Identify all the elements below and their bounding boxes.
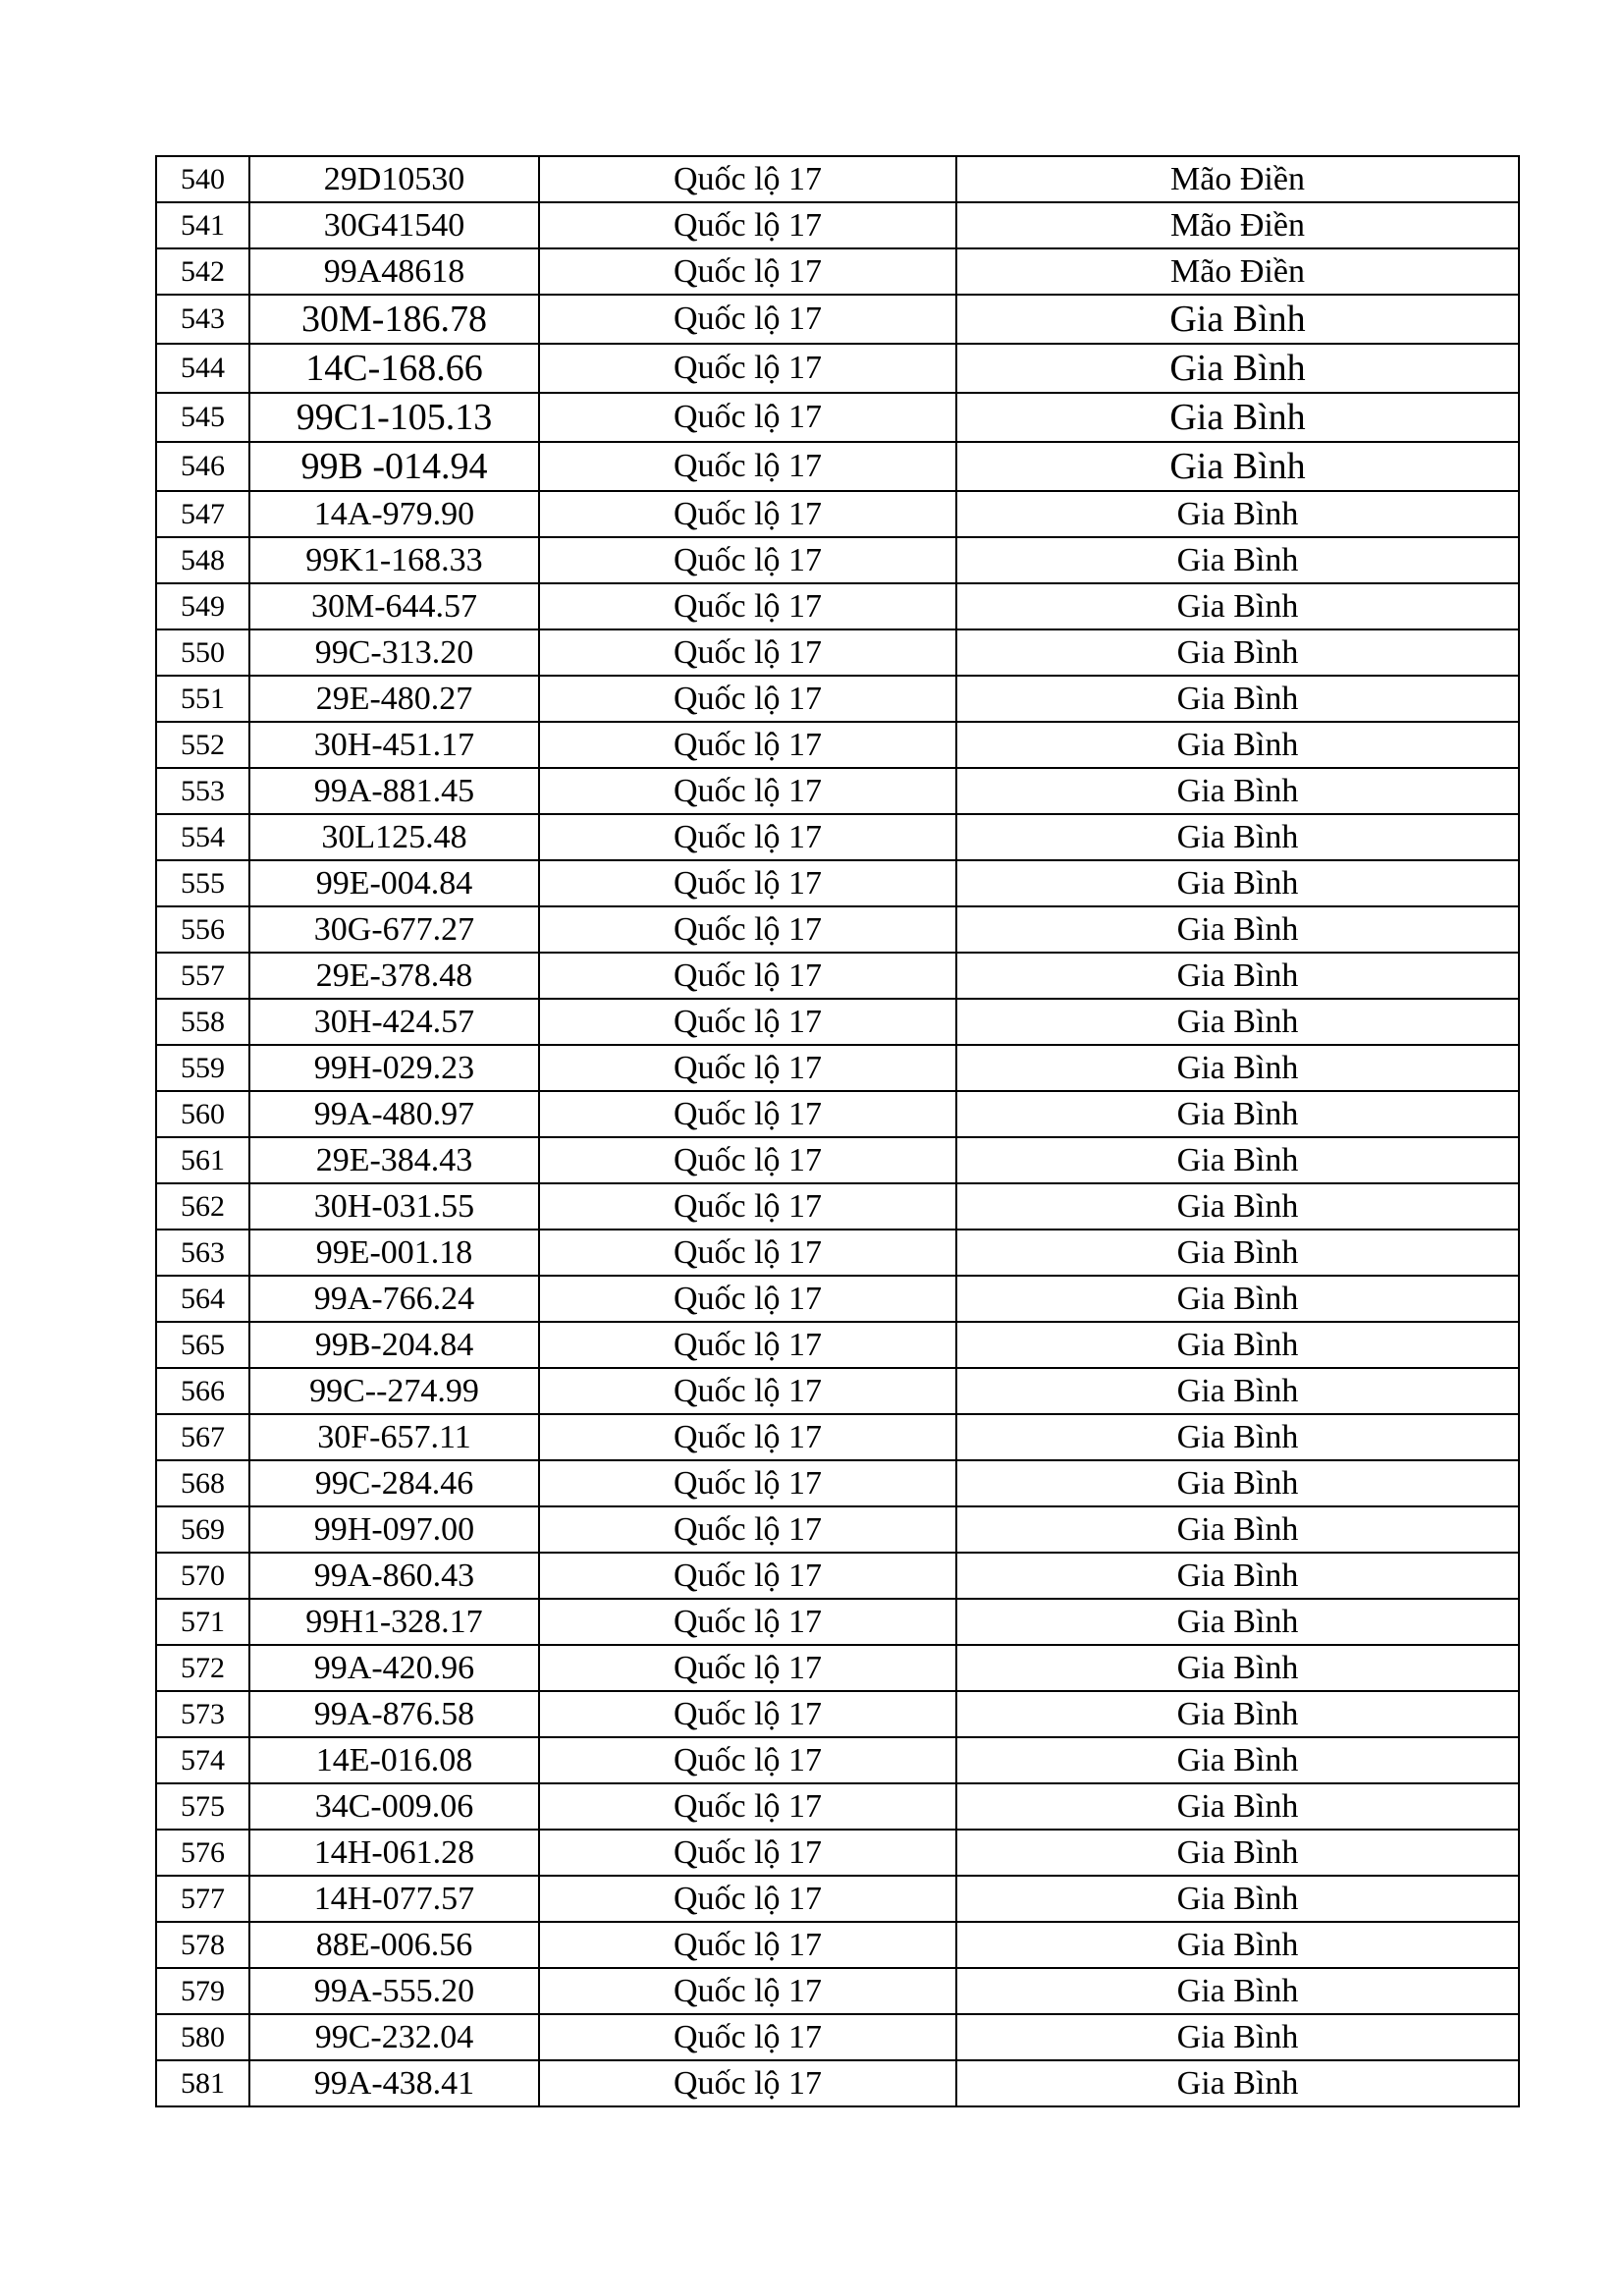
road-cell: Quốc lộ 17 bbox=[539, 1645, 956, 1691]
stt-cell: 549 bbox=[156, 583, 249, 629]
place-cell: Gia Bình bbox=[956, 1506, 1519, 1553]
table-row bbox=[156, 344, 1519, 393]
place-cell: Gia Bình bbox=[956, 1737, 1519, 1783]
place-cell: Gia Bình bbox=[956, 1183, 1519, 1230]
plate-cell: 34C-009.06 bbox=[249, 1783, 539, 1830]
plate-cell: 30G41540 bbox=[249, 202, 539, 248]
road-cell: Quốc lộ 17 bbox=[539, 344, 956, 393]
stt-cell: 551 bbox=[156, 676, 249, 722]
stt-cell: 557 bbox=[156, 953, 249, 999]
road-cell: Quốc lộ 17 bbox=[539, 1322, 956, 1368]
table-row bbox=[156, 1599, 1519, 1645]
road-cell: Quốc lộ 17 bbox=[539, 1783, 956, 1830]
plate-cell: 99A-881.45 bbox=[249, 768, 539, 814]
road-cell: Quốc lộ 17 bbox=[539, 1276, 956, 1322]
plate-cell: 30H-424.57 bbox=[249, 999, 539, 1045]
place-cell: Gia Bình bbox=[956, 1691, 1519, 1737]
road-cell: Quốc lộ 17 bbox=[539, 722, 956, 768]
road-cell: Quốc lộ 17 bbox=[539, 156, 956, 202]
table-row bbox=[156, 1368, 1519, 1414]
table-row bbox=[156, 295, 1519, 344]
plate-cell: 29E-480.27 bbox=[249, 676, 539, 722]
plate-cell: 99E-004.84 bbox=[249, 860, 539, 906]
road-cell: Quốc lộ 17 bbox=[539, 2014, 956, 2060]
table-row bbox=[156, 814, 1519, 860]
road-cell: Quốc lộ 17 bbox=[539, 1737, 956, 1783]
table-row bbox=[156, 1460, 1519, 1506]
place-cell: Gia Bình bbox=[956, 1968, 1519, 2014]
plate-cell: 14E-016.08 bbox=[249, 1737, 539, 1783]
table-row bbox=[156, 676, 1519, 722]
road-cell: Quốc lộ 17 bbox=[539, 906, 956, 953]
place-cell: Gia Bình bbox=[956, 676, 1519, 722]
table-row bbox=[156, 1968, 1519, 2014]
table-row bbox=[156, 906, 1519, 953]
table-row bbox=[156, 1091, 1519, 1137]
table-row bbox=[156, 1876, 1519, 1922]
plate-cell: 30L125.48 bbox=[249, 814, 539, 860]
place-cell: Gia Bình bbox=[956, 1091, 1519, 1137]
road-cell: Quốc lộ 17 bbox=[539, 1968, 956, 2014]
vehicle-table bbox=[155, 155, 1520, 2107]
road-cell: Quốc lộ 17 bbox=[539, 1599, 956, 1645]
road-cell: Quốc lộ 17 bbox=[539, 393, 956, 442]
road-cell: Quốc lộ 17 bbox=[539, 2060, 956, 2106]
place-cell: Mão Điền bbox=[956, 202, 1519, 248]
stt-cell: 566 bbox=[156, 1368, 249, 1414]
road-cell: Quốc lộ 17 bbox=[539, 583, 956, 629]
table-row bbox=[156, 999, 1519, 1045]
place-cell: Gia Bình bbox=[956, 1414, 1519, 1460]
table-row bbox=[156, 768, 1519, 814]
stt-cell: 548 bbox=[156, 537, 249, 583]
table-row bbox=[156, 1137, 1519, 1183]
stt-cell: 553 bbox=[156, 768, 249, 814]
place-cell: Gia Bình bbox=[956, 1922, 1519, 1968]
place-cell: Gia Bình bbox=[956, 1553, 1519, 1599]
stt-cell: 568 bbox=[156, 1460, 249, 1506]
stt-cell: 550 bbox=[156, 629, 249, 676]
place-cell: Gia Bình bbox=[956, 537, 1519, 583]
place-cell: Gia Bình bbox=[956, 999, 1519, 1045]
road-cell: Quốc lộ 17 bbox=[539, 999, 956, 1045]
road-cell: Quốc lộ 17 bbox=[539, 1045, 956, 1091]
road-cell: Quốc lộ 17 bbox=[539, 1183, 956, 1230]
table-row bbox=[156, 1737, 1519, 1783]
plate-cell: 30H-451.17 bbox=[249, 722, 539, 768]
road-cell: Quốc lộ 17 bbox=[539, 629, 956, 676]
plate-cell: 99C1-105.13 bbox=[249, 393, 539, 442]
place-cell: Gia Bình bbox=[956, 906, 1519, 953]
plate-cell: 30M-644.57 bbox=[249, 583, 539, 629]
place-cell: Mão Điền bbox=[956, 248, 1519, 295]
table-row bbox=[156, 202, 1519, 248]
table-body bbox=[156, 156, 1519, 2106]
place-cell: Gia Bình bbox=[956, 2014, 1519, 2060]
stt-cell: 573 bbox=[156, 1691, 249, 1737]
plate-cell: 30F-657.11 bbox=[249, 1414, 539, 1460]
road-cell: Quốc lộ 17 bbox=[539, 1091, 956, 1137]
table-row bbox=[156, 537, 1519, 583]
road-cell: Quốc lộ 17 bbox=[539, 1230, 956, 1276]
road-cell: Quốc lộ 17 bbox=[539, 1137, 956, 1183]
stt-cell: 567 bbox=[156, 1414, 249, 1460]
road-cell: Quốc lộ 17 bbox=[539, 295, 956, 344]
place-cell: Gia Bình bbox=[956, 2060, 1519, 2106]
stt-cell: 571 bbox=[156, 1599, 249, 1645]
place-cell: Gia Bình bbox=[956, 860, 1519, 906]
place-cell: Gia Bình bbox=[956, 583, 1519, 629]
place-cell: Gia Bình bbox=[956, 629, 1519, 676]
stt-cell: 543 bbox=[156, 295, 249, 344]
table-row bbox=[156, 1922, 1519, 1968]
road-cell: Quốc lộ 17 bbox=[539, 537, 956, 583]
table-row bbox=[156, 722, 1519, 768]
road-cell: Quốc lộ 17 bbox=[539, 1368, 956, 1414]
road-cell: Quốc lộ 17 bbox=[539, 442, 956, 491]
plate-cell: 99A-860.43 bbox=[249, 1553, 539, 1599]
table-row bbox=[156, 860, 1519, 906]
plate-cell: 14H-077.57 bbox=[249, 1876, 539, 1922]
stt-cell: 556 bbox=[156, 906, 249, 953]
place-cell: Mão Điền bbox=[956, 156, 1519, 202]
road-cell: Quốc lộ 17 bbox=[539, 1876, 956, 1922]
stt-cell: 578 bbox=[156, 1922, 249, 1968]
plate-cell: 99A-438.41 bbox=[249, 2060, 539, 2106]
stt-cell: 569 bbox=[156, 1506, 249, 1553]
plate-cell: 99A-420.96 bbox=[249, 1645, 539, 1691]
plate-cell: 99H-097.00 bbox=[249, 1506, 539, 1553]
place-cell: Gia Bình bbox=[956, 1783, 1519, 1830]
table-row bbox=[156, 1276, 1519, 1322]
table-row bbox=[156, 1691, 1519, 1737]
stt-cell: 565 bbox=[156, 1322, 249, 1368]
plate-cell: 99B-204.84 bbox=[249, 1322, 539, 1368]
road-cell: Quốc lộ 17 bbox=[539, 860, 956, 906]
stt-cell: 555 bbox=[156, 860, 249, 906]
place-cell: Gia Bình bbox=[956, 768, 1519, 814]
stt-cell: 579 bbox=[156, 1968, 249, 2014]
plate-cell: 99H-029.23 bbox=[249, 1045, 539, 1091]
table-row bbox=[156, 1645, 1519, 1691]
stt-cell: 563 bbox=[156, 1230, 249, 1276]
plate-cell: 14C-168.66 bbox=[249, 344, 539, 393]
table-row bbox=[156, 2060, 1519, 2106]
plate-cell: 29E-378.48 bbox=[249, 953, 539, 999]
stt-cell: 552 bbox=[156, 722, 249, 768]
table-row bbox=[156, 442, 1519, 491]
stt-cell: 576 bbox=[156, 1830, 249, 1876]
place-cell: Gia Bình bbox=[956, 1876, 1519, 1922]
table-row bbox=[156, 629, 1519, 676]
place-cell: Gia Bình bbox=[956, 344, 1519, 393]
place-cell: Gia Bình bbox=[956, 1322, 1519, 1368]
stt-cell: 574 bbox=[156, 1737, 249, 1783]
road-cell: Quốc lộ 17 bbox=[539, 1691, 956, 1737]
road-cell: Quốc lộ 17 bbox=[539, 953, 956, 999]
place-cell: Gia Bình bbox=[956, 1137, 1519, 1183]
place-cell: Gia Bình bbox=[956, 1045, 1519, 1091]
stt-cell: 572 bbox=[156, 1645, 249, 1691]
plate-cell: 99A-876.58 bbox=[249, 1691, 539, 1737]
stt-cell: 581 bbox=[156, 2060, 249, 2106]
place-cell: Gia Bình bbox=[956, 1230, 1519, 1276]
stt-cell: 564 bbox=[156, 1276, 249, 1322]
stt-cell: 542 bbox=[156, 248, 249, 295]
road-cell: Quốc lộ 17 bbox=[539, 1414, 956, 1460]
table-row bbox=[156, 491, 1519, 537]
plate-cell: 14A-979.90 bbox=[249, 491, 539, 537]
plate-cell: 99H1-328.17 bbox=[249, 1599, 539, 1645]
stt-cell: 558 bbox=[156, 999, 249, 1045]
stt-cell: 541 bbox=[156, 202, 249, 248]
stt-cell: 554 bbox=[156, 814, 249, 860]
table-row bbox=[156, 1183, 1519, 1230]
place-cell: Gia Bình bbox=[956, 442, 1519, 491]
plate-cell: 30G-677.27 bbox=[249, 906, 539, 953]
plate-cell: 99A48618 bbox=[249, 248, 539, 295]
road-cell: Quốc lộ 17 bbox=[539, 1830, 956, 1876]
table-row bbox=[156, 1322, 1519, 1368]
stt-cell: 577 bbox=[156, 1876, 249, 1922]
plate-cell: 88E-006.56 bbox=[249, 1922, 539, 1968]
table-row bbox=[156, 1553, 1519, 1599]
table-row bbox=[156, 1783, 1519, 1830]
place-cell: Gia Bình bbox=[956, 1599, 1519, 1645]
place-cell: Gia Bình bbox=[956, 393, 1519, 442]
plate-cell: 99C-284.46 bbox=[249, 1460, 539, 1506]
stt-cell: 540 bbox=[156, 156, 249, 202]
place-cell: Gia Bình bbox=[956, 722, 1519, 768]
table-row bbox=[156, 393, 1519, 442]
table-row bbox=[156, 156, 1519, 202]
plate-cell: 99C-232.04 bbox=[249, 2014, 539, 2060]
plate-cell: 99A-555.20 bbox=[249, 1968, 539, 2014]
table-row bbox=[156, 583, 1519, 629]
plate-cell: 99E-001.18 bbox=[249, 1230, 539, 1276]
plate-cell: 14H-061.28 bbox=[249, 1830, 539, 1876]
stt-cell: 544 bbox=[156, 344, 249, 393]
plate-cell: 30H-031.55 bbox=[249, 1183, 539, 1230]
table-row bbox=[156, 953, 1519, 999]
road-cell: Quốc lộ 17 bbox=[539, 768, 956, 814]
plate-cell: 99C-313.20 bbox=[249, 629, 539, 676]
road-cell: Quốc lộ 17 bbox=[539, 491, 956, 537]
stt-cell: 560 bbox=[156, 1091, 249, 1137]
plate-cell: 99A-766.24 bbox=[249, 1276, 539, 1322]
table-row bbox=[156, 1414, 1519, 1460]
place-cell: Gia Bình bbox=[956, 814, 1519, 860]
table-row bbox=[156, 2014, 1519, 2060]
road-cell: Quốc lộ 17 bbox=[539, 1922, 956, 1968]
plate-cell: 99B -014.94 bbox=[249, 442, 539, 491]
plate-cell: 29D10530 bbox=[249, 156, 539, 202]
stt-cell: 545 bbox=[156, 393, 249, 442]
plate-cell: 99C--274.99 bbox=[249, 1368, 539, 1414]
road-cell: Quốc lộ 17 bbox=[539, 248, 956, 295]
table-row bbox=[156, 1830, 1519, 1876]
place-cell: Gia Bình bbox=[956, 1645, 1519, 1691]
stt-cell: 580 bbox=[156, 2014, 249, 2060]
stt-cell: 570 bbox=[156, 1553, 249, 1599]
road-cell: Quốc lộ 17 bbox=[539, 1506, 956, 1553]
table-row bbox=[156, 1506, 1519, 1553]
stt-cell: 575 bbox=[156, 1783, 249, 1830]
plate-cell: 99A-480.97 bbox=[249, 1091, 539, 1137]
table-row bbox=[156, 1230, 1519, 1276]
place-cell: Gia Bình bbox=[956, 953, 1519, 999]
place-cell: Gia Bình bbox=[956, 1830, 1519, 1876]
road-cell: Quốc lộ 17 bbox=[539, 1460, 956, 1506]
place-cell: Gia Bình bbox=[956, 1460, 1519, 1506]
stt-cell: 546 bbox=[156, 442, 249, 491]
stt-cell: 561 bbox=[156, 1137, 249, 1183]
place-cell: Gia Bình bbox=[956, 491, 1519, 537]
stt-cell: 547 bbox=[156, 491, 249, 537]
table-row bbox=[156, 1045, 1519, 1091]
stt-cell: 559 bbox=[156, 1045, 249, 1091]
stt-cell: 562 bbox=[156, 1183, 249, 1230]
place-cell: Gia Bình bbox=[956, 1368, 1519, 1414]
plate-cell: 29E-384.43 bbox=[249, 1137, 539, 1183]
place-cell: Gia Bình bbox=[956, 1276, 1519, 1322]
place-cell: Gia Bình bbox=[956, 295, 1519, 344]
road-cell: Quốc lộ 17 bbox=[539, 814, 956, 860]
road-cell: Quốc lộ 17 bbox=[539, 202, 956, 248]
plate-cell: 30M-186.78 bbox=[249, 295, 539, 344]
table-row bbox=[156, 248, 1519, 295]
road-cell: Quốc lộ 17 bbox=[539, 1553, 956, 1599]
plate-cell: 99K1-168.33 bbox=[249, 537, 539, 583]
road-cell: Quốc lộ 17 bbox=[539, 676, 956, 722]
